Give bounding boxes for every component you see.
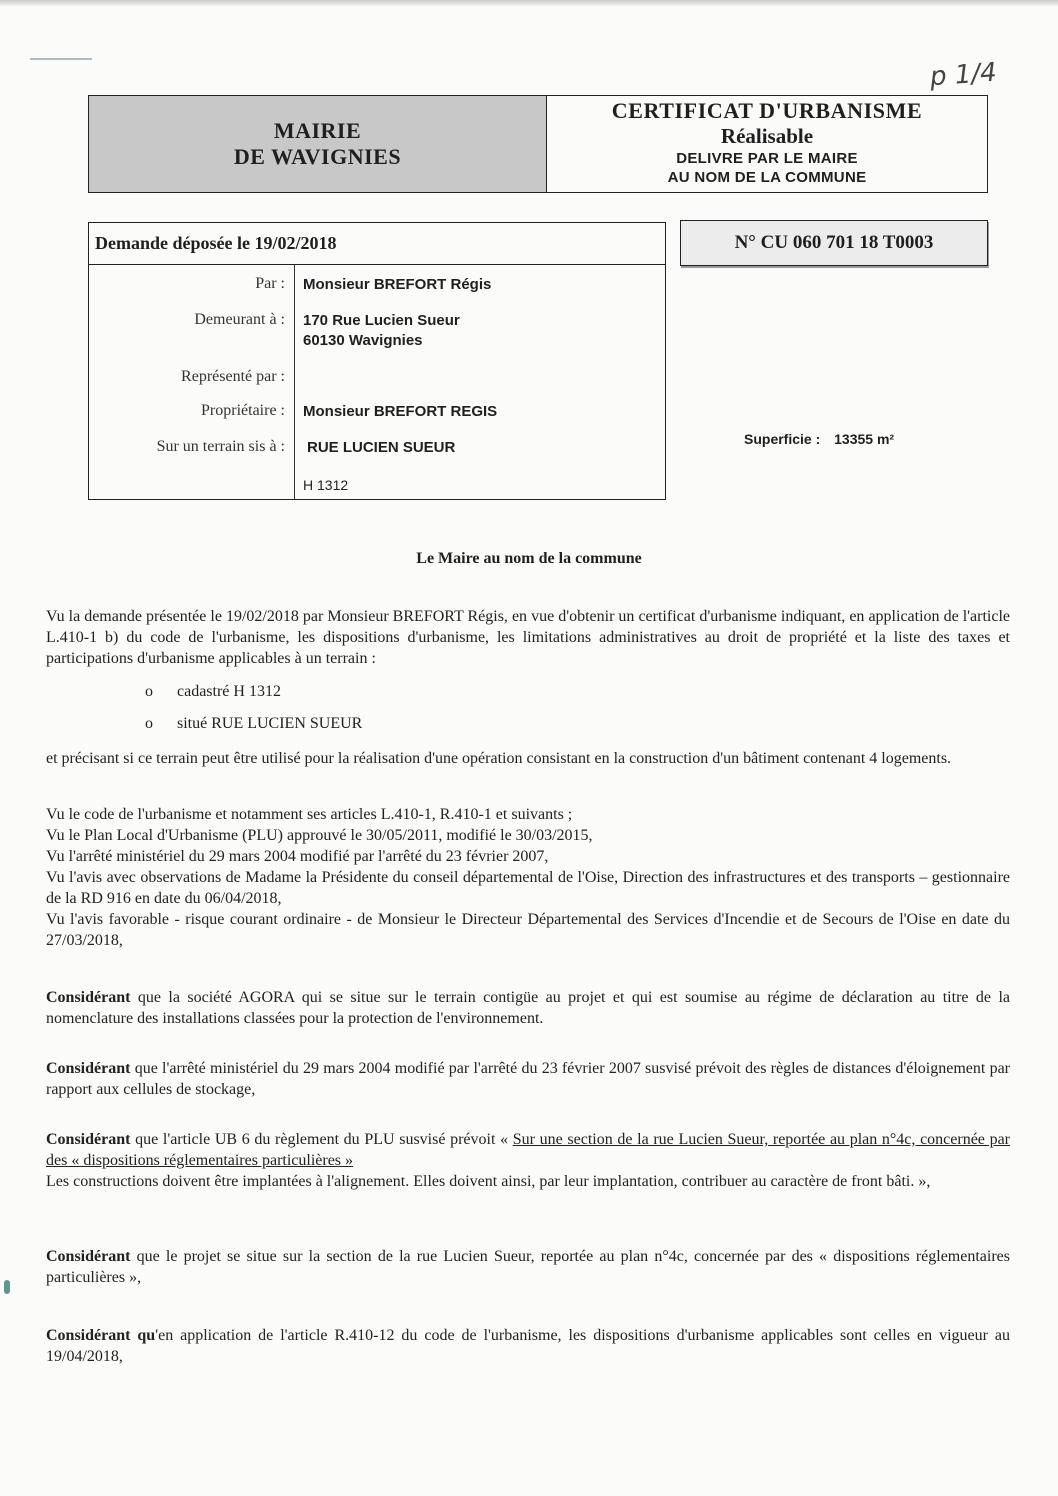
bullet-cadastre — [145, 683, 281, 701]
row-label: Sur un terrain sis à : — [156, 438, 285, 455]
scan-edge — [0, 0, 1058, 6]
row-value: H 1312 — [303, 477, 349, 493]
paragraph-demande: Vu la demande présentée le 19/02/2018 par Monsieur BREFORT Régis, en vue d'obtenir un certificat d'urbanisme indiquant, en application de l'article L.410-1 b) du code de l'urbanisme, les dispositions d'urbanisme, les limitations administratives au droit de propriété et la liste des taxes et participations d'urbanisme applicables à un terrain : — [46, 608, 1010, 667]
considerant-3 — [46, 1129, 1010, 1192]
page-marker: p 1/4 — [929, 57, 998, 93]
considerant-quote-continued: Les constructions doivent être implantées à l'alignement. Elles doivent ainsi, par leur implantation, contribuer au caractère de front bâti. », — [46, 1173, 931, 1190]
scan-dot — [4, 1280, 10, 1294]
considerant-1 — [46, 987, 1010, 1029]
considerant-text: que l'arrêté ministériel du 29 mars 2004 modifié par l'arrêté du 23 février 2007 susvisé prévoit des règles de distances d'éloignement par rapport aux cellules de stockage, — [46, 1060, 1010, 1098]
certificate-title: CERTIFICAT D'URBANISME — [611, 98, 923, 123]
row-label: Représenté par : — [181, 368, 285, 385]
considerant-label: Considérant qu — [46, 1327, 156, 1344]
header-box — [88, 95, 988, 193]
delivered-line1: DELIVRE PAR LE MAIRE — [676, 150, 858, 167]
cu-number: N° CU 060 701 18 T0003 — [680, 220, 988, 266]
certificate-type: Réalisable — [720, 124, 814, 148]
row-value: RUE LUCIEN SUEUR — [307, 439, 456, 456]
considerant-quote: Sur une section de la rue Lucien Sueur, reportée au plan n°4c, concernée par des « dispositions réglementaires particulières » — [46, 1131, 1010, 1169]
bullet-text: situé RUE LUCIEN SUEUR — [177, 715, 363, 732]
superficie — [744, 431, 894, 447]
vu-line: Vu le Plan Local d'Urbanisme (PLU) approuvé le 30/05/2011, modifié le 30/03/2015, — [46, 827, 593, 844]
row-value: Monsieur BREFORT Régis — [303, 276, 492, 293]
row-value: 170 Rue Lucien Sueur — [303, 312, 460, 329]
considerant-text: que la société AGORA qui se situe sur le terrain contigüe au projet et qui est soumise au régime de déclaration au titre de la nomenclature des installations classées pour la protection de l'environnement. — [46, 989, 1010, 1027]
vu-line: Vu l'arrêté ministériel du 29 mars 2004 modifié par l'arrêté du 23 février 2007, — [46, 848, 549, 865]
considerant-label: Considérant — [46, 1131, 131, 1148]
request-divider — [294, 265, 295, 499]
row-value: Monsieur BREFORT REGIS — [303, 403, 498, 420]
vu-line: Vu l'avis avec observations de Madame la Présidente du conseil départemental de l'Oise, Direction des infrastructures et des transports – gestionnaire de la RD 916 en date du 06/04/2018, — [46, 869, 1010, 907]
considerant-label: Considérant — [46, 989, 131, 1006]
considerant-2 — [46, 1058, 1010, 1100]
paragraph-precisant: et précisant si ce terrain peut être utilisé pour la réalisation d'une opération consistant en la construction d'un bâtiment contenant 4 logements. — [46, 750, 952, 767]
mairie-block — [89, 96, 547, 192]
considerant-4 — [46, 1246, 1010, 1288]
maire-title: Le Maire au nom de la commune — [416, 550, 642, 567]
row-label: Propriétaire : — [201, 402, 285, 419]
bullet-mark: o — [145, 683, 153, 700]
bullet-text: cadastré H 1312 — [177, 683, 281, 700]
vu-line: Vu l'avis favorable - risque courant ordinaire - de Monsieur le Directeur Départemental des Services d'Incendie et de Secours de l'Oise en date du 27/03/2018, — [46, 911, 1010, 949]
superficie-value: 13355 m² — [834, 431, 895, 447]
considerant-label: Considérant — [46, 1248, 131, 1265]
certificate-block — [547, 96, 987, 192]
vu-line: Vu le code de l'urbanisme et notamment ses articles L.410-1, R.410-1 et suivants ; — [46, 806, 573, 823]
superficie-label: Superficie : — [744, 431, 821, 447]
considerant-5 — [46, 1325, 1010, 1367]
row-label: Demeurant à : — [194, 311, 285, 328]
bullet-mark: o — [145, 715, 153, 732]
request-title: Demande déposée le 19/02/2018 — [89, 223, 665, 265]
row-label: Par : — [255, 275, 285, 292]
mairie-line2: DE WAVIGNIES — [233, 144, 402, 169]
considerant-text: que l'article UB 6 du règlement du PLU susvisé prévoit « — [130, 1131, 513, 1148]
mairie-line1: MAIRIE — [273, 118, 362, 143]
vu-block — [46, 804, 1010, 951]
bullet-situe — [145, 715, 362, 733]
considerant-text: 'en application de l'article R.410-12 du code de l'urbanisme, les dispositions d'urbanisme applicables sont celles en vigueur au 19/04/2018, — [46, 1327, 1011, 1365]
considerant-label: Considérant — [46, 1060, 131, 1077]
delivered-line2: AU NOM DE LA COMMUNE — [667, 169, 867, 186]
row-value-line2: 60130 Wavignies — [303, 332, 423, 349]
scan-mark — [30, 58, 92, 64]
request-box — [88, 222, 666, 500]
considerant-text: que le projet se situe sur la section de la rue Lucien Sueur, reportée au plan n°4c, concernée par des « dispositions réglementaires particulières », — [46, 1248, 1010, 1286]
